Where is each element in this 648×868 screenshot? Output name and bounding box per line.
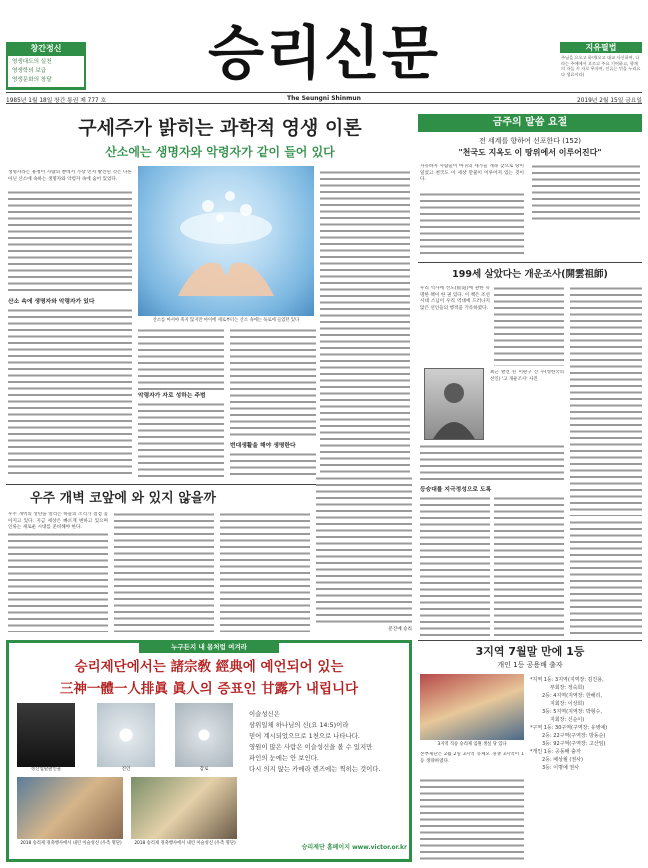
guideline-box (560, 42, 642, 90)
lead-body-column (320, 170, 410, 478)
second-body: 우주 개벽의 성탄을 알리는 하늘의 소리가 점점 높아지고 있다. 지금 세상은 빠르게 변하고 있으며 인류는 새로운 시대를 준비해야 한다. (8, 512, 108, 531)
issue-line: 1985년 1월 18일 창간 통권 제 777 호 (6, 98, 107, 104)
history-subhead: 등승대를 지극정성으로 도록 (420, 487, 492, 493)
guideline-heading: 지유필법 (560, 42, 642, 53)
church-body: 본부제단은 2월 2일 3지역 유체모 경쟁 3지역이 1등 생략하였다. (420, 752, 524, 764)
church-subline: 개인 1등 공용배 출자 (497, 661, 563, 669)
guideline-body: 주님을 으오고 하며(오고 대교 사신하여, 나라는 주에에서 오르고 주요 기여하고, 행재의 자들 시 자로 무자여, 인류는 민을 누리요다 생료이라) (561, 55, 641, 77)
church-photo-caption: 3지역 직승 승리제 임원 생설 당 있다 (437, 742, 507, 747)
ad-photo-5-caption: 2018 승리제 경축행사에서 내린 이슬성신 (우측 명단) (134, 841, 236, 846)
history-rule (418, 262, 642, 263)
church-result-line: 2등: 배상월 (권사) (542, 757, 583, 763)
ad-box (6, 640, 412, 862)
history-column (570, 520, 642, 636)
lead-subheadline: 산소에는 생명자와 악령자가 같이 들어 있다 (105, 145, 335, 159)
ad-photo-1-caption: 성산업팔팔인물 (30, 767, 62, 772)
ad-photo-4-caption: 2018 승리제 경축행사에서 내린 이슬성신 (우측 명단) (20, 841, 122, 846)
church-result-line: 지회장: 이상희) (550, 701, 585, 707)
church-headline: 3지역 7월말 만에 1등 (475, 645, 585, 658)
ad-photo-1 (17, 703, 75, 767)
lead-body-column (230, 452, 316, 478)
ad-contact-line: 믿어 계시되었으므로 1천으로 나타나다. (249, 732, 360, 740)
weekly-word-body: 자유하자 사람들이 마귀의 세가들 계속 찾으로 땅이 일었고 천국도 이 세상 만물이 이루어져 있는 것이다. (420, 164, 524, 183)
second-column (8, 532, 108, 632)
weekly-word-series: 전 세계를 향하여 선포한다 (152) (478, 137, 582, 145)
second-column (316, 476, 412, 626)
church-column (420, 778, 524, 862)
founding-spirit-heading: 창간정신 (30, 44, 62, 53)
masthead (0, 0, 648, 108)
second-column (114, 512, 214, 632)
church-result-line: 3등: 92구역(구역장: 고산임) (542, 741, 606, 747)
history-body: 우리 역사에 선도(仙道)에 관한 유명한 책이 한 권 있다. 이 책은 조선시대 스님이 우리 역대에 드러나지 않은 선인들의 행적을 기록하였다. (420, 286, 490, 311)
lead-photo-caption: 산소를 마셔야 죽지 않지만 마이에 세로부터는 산소 속에는 독로에 들었던 있다 (152, 318, 300, 323)
history-photo (424, 368, 484, 440)
ad-photo-5 (131, 777, 237, 839)
church-result-line: 2등: 22구역(구역장: 방동순) (542, 733, 606, 739)
church-result-line: 3등: 이명예 권사 (542, 765, 580, 771)
church-results (530, 676, 642, 772)
weekly-word-quote: "천국도 지옥도 이 땅위에서 이루어진다" (458, 148, 602, 157)
church-rule (418, 640, 642, 641)
newspaper-title: 승리신문 (207, 19, 441, 87)
ad-contact-line: 영원이 많은 사람은 이슬성신을 볼 수 있지만 (249, 743, 373, 751)
church-result-line: *지역 1등: 3지역(지역장: 김진용, (530, 677, 604, 683)
lead-headline: 구세주가 밝히는 과학적 영생 이론 (78, 117, 362, 139)
ad-contact-line: 다시 의지 않는 카메라 렌즈에는 찍히는 것이다. (249, 765, 381, 773)
founding-spirit-item: 영생대도의 실천 (12, 59, 52, 65)
church-photo (420, 674, 524, 740)
church-result-line: 2등: 4지역(지역장: 한해리, (542, 693, 602, 699)
english-title: The Seungni Shinmun (287, 95, 361, 102)
molecule-hands-icon (138, 166, 314, 316)
lead-body-column (8, 190, 132, 295)
weekly-word-column (420, 192, 524, 256)
ad-line-1: 승리제단에서는 諸宗敎 經典에 예언되어 있는 (74, 659, 344, 675)
church-result-line: *개인 1등: 공동배 출자 (530, 749, 581, 755)
history-headline: 199세 살았다는 개운조사(開雲祖師) (452, 269, 608, 280)
church-result-line: 지회장: 신순이) (550, 717, 585, 723)
ad-line-2: 三神一體一人排眞 眞人의 증표인 甘露가 내립니다 (59, 681, 359, 697)
weekly-word-banner: 금주의 말씀 요절 (418, 114, 642, 132)
founding-spirit-item: 영생문화의 창달 (12, 77, 52, 83)
second-headline: 우주 개벽 코앞에 와 있지 않을까 (30, 491, 216, 506)
weekly-word-column (532, 164, 640, 224)
ad-photo-3-caption: 감로 (199, 767, 209, 772)
history-column (494, 286, 564, 366)
church-result-line: *구역 1등: 30구역(구역장: 유병예) (530, 725, 608, 731)
history-column (420, 444, 564, 484)
history-column (494, 496, 564, 636)
ad-website[interactable]: 승리제단 홈페이지 www.victor.or.kr (301, 844, 407, 851)
founding-spirit-box (6, 42, 86, 90)
church-result-line: 부회장: 정숙희) (550, 685, 585, 691)
lead-body-column (138, 328, 224, 390)
ad-photo-3 (175, 703, 233, 767)
lead-subhead: 악령자가 자로 성하는 주범 (138, 393, 206, 399)
lead-subhead: 번대생활을 해야 생명한다 (230, 443, 296, 449)
lead-body-column (230, 328, 316, 440)
ad-contact (249, 709, 407, 775)
second-column (220, 512, 310, 632)
ad-photo-4 (17, 777, 123, 839)
second-byline: 문진예 승리 (388, 627, 412, 632)
issue-bar (6, 92, 642, 104)
ad-contact-line: 이슬성신은 (249, 710, 280, 718)
ad-tag: 누구든지 내 몸처럼 여겨라 (139, 642, 279, 653)
ad-photo-2 (97, 703, 155, 767)
lead-body-intro: 생명자라는 용정이 사람의 뿐데서 가장 먼저 발견된 것은 다른 아닌 산소에 속하는 생명자와 악령자 속에 숨어 있었다. (8, 170, 132, 182)
founding-spirit-item: 영생학의 보급 (12, 68, 47, 74)
church-result-line: 3등: 5지역(지역장: 박형수, (542, 709, 602, 715)
history-column (570, 286, 642, 516)
issue-date: 2019년 2월 15일 금요일 (577, 98, 642, 104)
lead-body-column (8, 308, 132, 478)
history-column (420, 496, 490, 636)
portrait-icon (425, 369, 483, 439)
lead-photo (138, 166, 314, 316)
history-photo-caption: 최근 발견 된 이판구 산 수(영한국의 선인) '고 개운조사' 사진 (490, 370, 564, 382)
lead-subhead: 산소 속에 생명자와 악령자가 있다 (8, 299, 95, 305)
ad-contact-line: 파인의 눈에는 안 보인다. (249, 754, 319, 762)
ad-photo-2-caption: 진인 (121, 767, 131, 772)
lead-body-column (138, 402, 224, 478)
ad-contact-line: 삼위일체 하나님의 신(요 14:5)이라 (249, 721, 349, 729)
